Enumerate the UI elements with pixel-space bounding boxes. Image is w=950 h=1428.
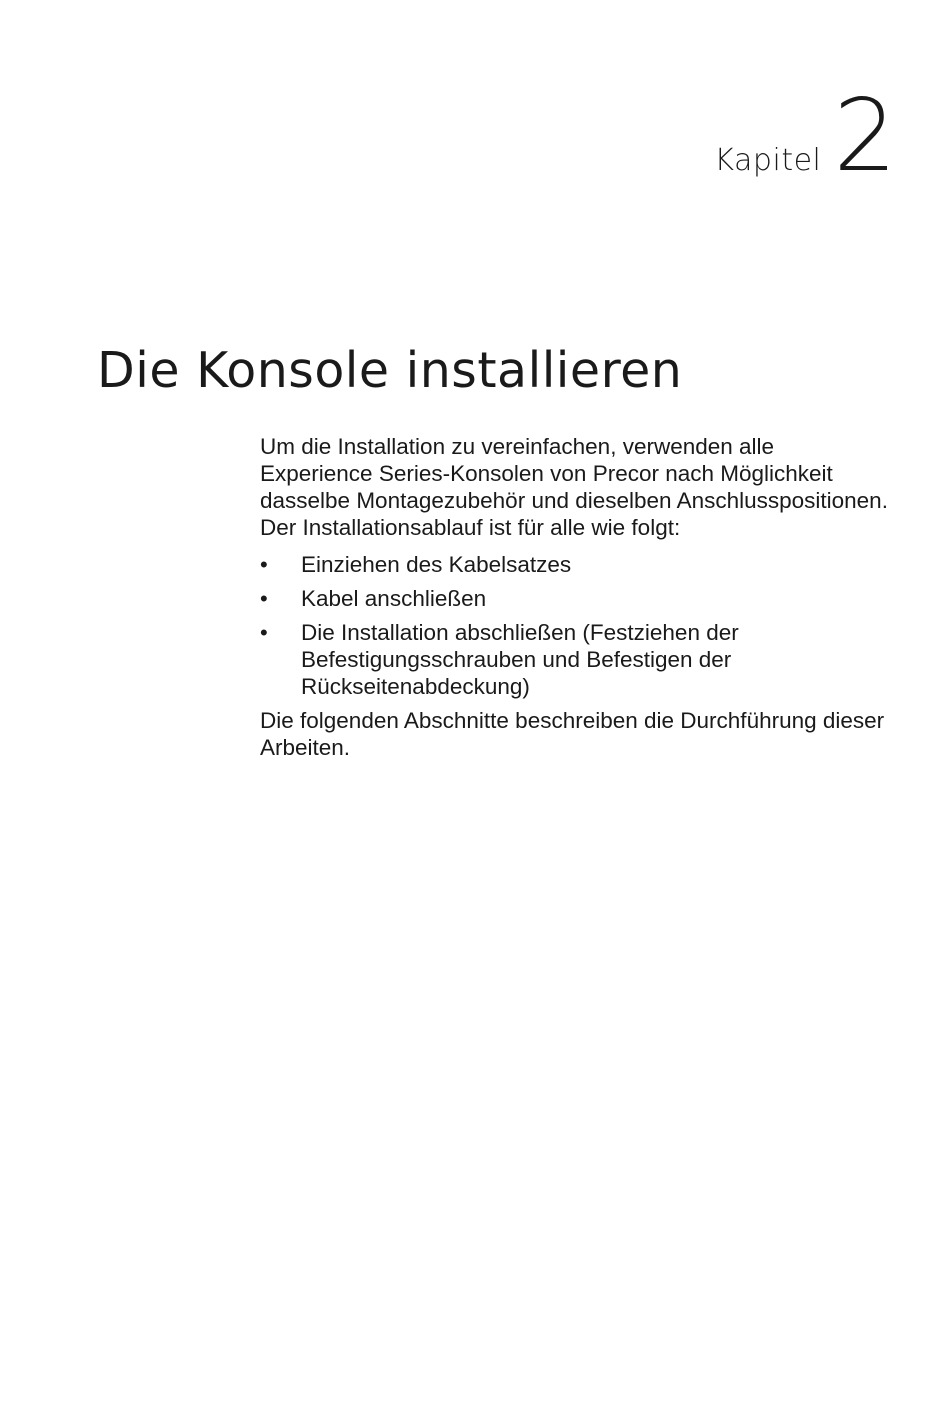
bullet-icon: • [260, 620, 268, 645]
section-body [260, 433, 890, 761]
bullet-icon: • [260, 552, 268, 577]
outro-paragraph: Die folgenden Abschnitte beschreiben die Durchführung dieser Arbeiten. [260, 708, 885, 760]
list-item-text: Kabel anschließen [301, 586, 487, 611]
bullet-icon: • [260, 586, 268, 611]
page-title: Die Konsole installieren [97, 342, 683, 399]
intro-paragraph: Um die Installation zu vereinfachen, verwenden alle Experience Series-Konsolen von Precor nach Möglichkeit dasselbe Montagezubehör und dieselben Anschlusspositionen. Der Installationsablauf ist für alle wie folgt: [260, 434, 888, 540]
list-item [260, 551, 890, 578]
chapter-header [714, 77, 897, 194]
chapter-label: Kapitel [714, 143, 822, 178]
list-item [260, 585, 890, 612]
list-item-text: Einziehen des Kabelsatzes [301, 552, 572, 577]
list-item-text: Die Installation abschließen (Festziehen der Befestigungsschrauben und Befestigen der Rückseitenabdeckung) [301, 620, 739, 699]
steps-list [260, 551, 890, 700]
chapter-number: 2 [833, 77, 897, 194]
list-item [260, 619, 890, 700]
